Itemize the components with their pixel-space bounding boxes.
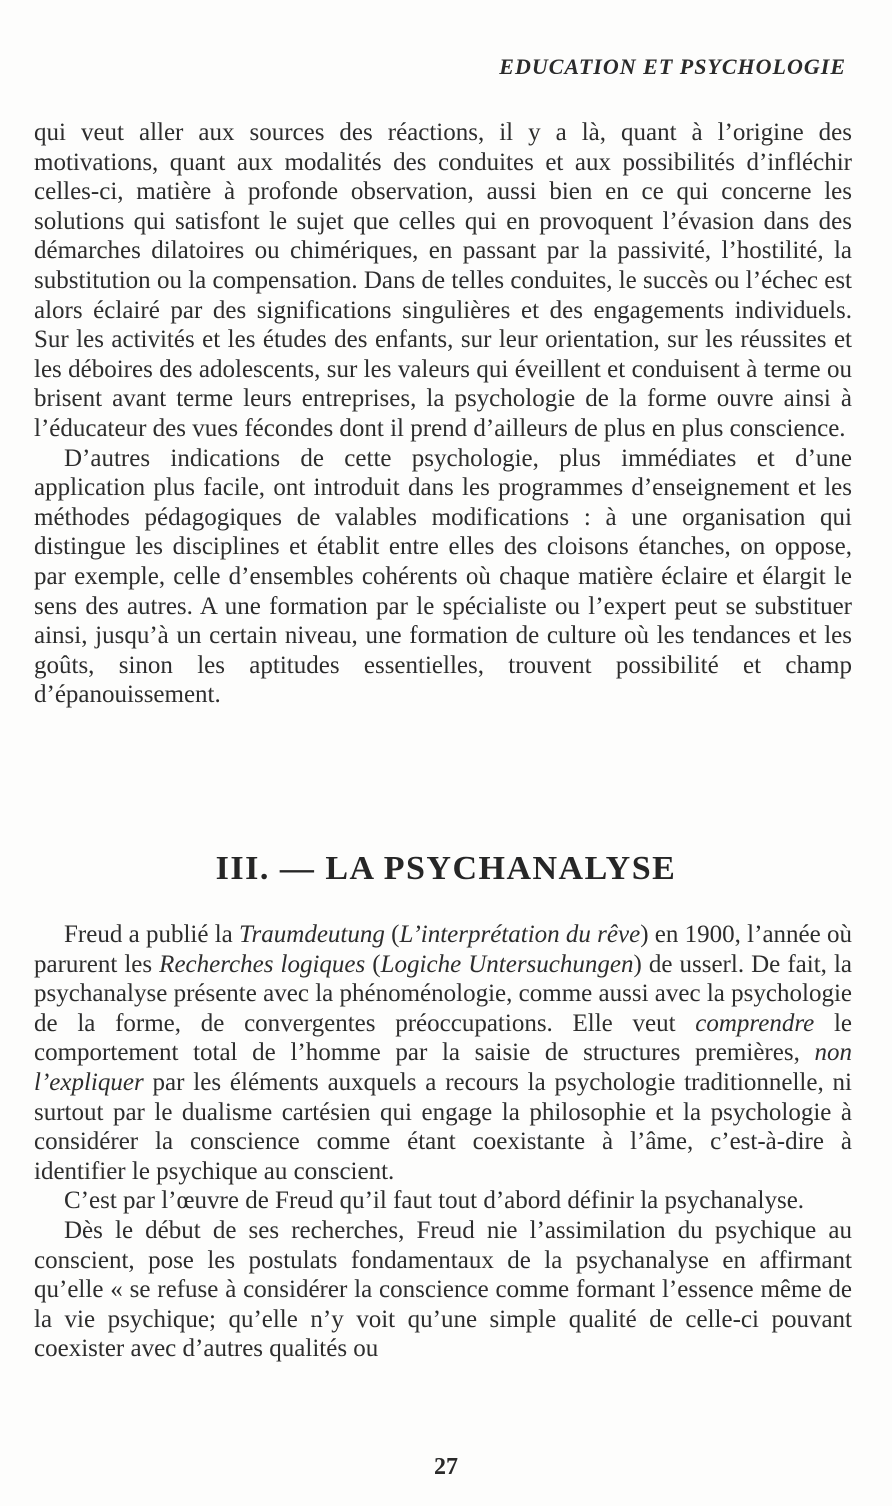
page-number: 27 [434, 1454, 458, 1480]
italic-title-logiche: Logiche Untersuchungen [380, 950, 634, 978]
running-title: EDUCATION ET PSYCHOLOGIE [499, 54, 846, 79]
section-heading: III. — LA PSYCHANALYSE [215, 850, 677, 887]
italic-non-lexpliquer: non l’expliquer [34, 1039, 852, 1096]
paragraph-other-indications: D’autres indications de cette psychologie, plus immédiates et d’une application plus facile, ont introduit dans les programmes d’enseignement et les méthodes pédagogiques de valables modifications : à une organisation qui distingue les disciplines et établit entre elles des cloisons étanches, on oppose, par exemple, celle d’ensembles cohérents où chaque matière éclaire et élargit le sens des autres. A une formation par le spécialiste ou l’expert peut se substituer ainsi, jusqu’à un certain niveau, une formation de culture où les tendances et les goûts, sinon les aptitudes essentielles, trouvent possibilité et champ d’épanouissement. [34, 444, 852, 709]
text-run: ) en 1900, l’année où parurent les [34, 921, 852, 978]
text-run: le comportement total de l’homme par la saisie de structures premières, [34, 1009, 852, 1067]
text-run: ( [365, 950, 381, 978]
text-block-upper [34, 118, 852, 710]
paragraph-oeuvre-freud: C’est par l’œuvre de Freud qu’il faut tout d’abord définir la psychanalyse. [64, 1187, 805, 1215]
text-run: ( [384, 921, 400, 948]
text-run: ) de usserl. De fait, la psychanalyse présente avec la phénoménologie, comme aussi avec la psychologie de la forme, de convergentes préoccupations. Elle veut [34, 950, 852, 1037]
text-run: Freud a publié la [64, 921, 240, 948]
text-block-lower [34, 920, 852, 1364]
italic-title-traumdeutung: Traumdeutung [239, 921, 385, 948]
paragraph-continuation: qui veut aller aux sources des réactions, il y a là, quant à l’origine des motivations, quant aux modalités des conduites et aux possibilités d’infléchir celles-ci, matière à profonde observation, aussi bien en ce qui concerne les solutions qui satisfont le sujet que celles qui en provoquent l’évasion dans des démarches dilatoires ou chimériques, en passant par la passivité, l’hostilité, la substitution ou la compensation. Dans de telles conduites, le succès ou l’échec est alors éclairé par des significations singulières et des engagements individuels. Sur les activités et les études des enfants, sur leur orientation, sur les réussites et les déboires des adolescents, sur les valeurs qui éveillent et conduisent à terme ou brisent avant terme leurs entreprises, la psychologie de la forme ouvre ainsi à l’éducateur des vues fécondes dont il prend d’ailleurs de plus en plus conscience. [34, 119, 852, 442]
text-run: par les éléments auxquels a recours la psychologie traditionnelle, ni surtout par le dualisme cartésien qui engage la philosophie et la psychologie à considérer la conscience comme étant coexistante à l’âme, c’est-à-dire à identifier le psychique au conscient. [34, 1068, 852, 1185]
italic-title-interpretation: L’interprétation du rêve [399, 921, 641, 948]
paragraph-des-le-debut: Dès le début de ses recherches, Freud nie l’assimilation du psychique au conscient, pose les postulats fondamentaux de la psychanalyse en affirmant qu’elle « se refuse à considérer la conscience comme formant l’essence même de la vie psychique; qu’elle n’y voit qu’une simple qualité de celle-ci pouvant coexister avec d’autres qualités ou [34, 1216, 852, 1363]
italic-comprendre: comprendre [695, 1009, 815, 1037]
paragraph-freud [34, 920, 852, 1186]
italic-title-recherches: Recherches logiques [159, 950, 366, 978]
